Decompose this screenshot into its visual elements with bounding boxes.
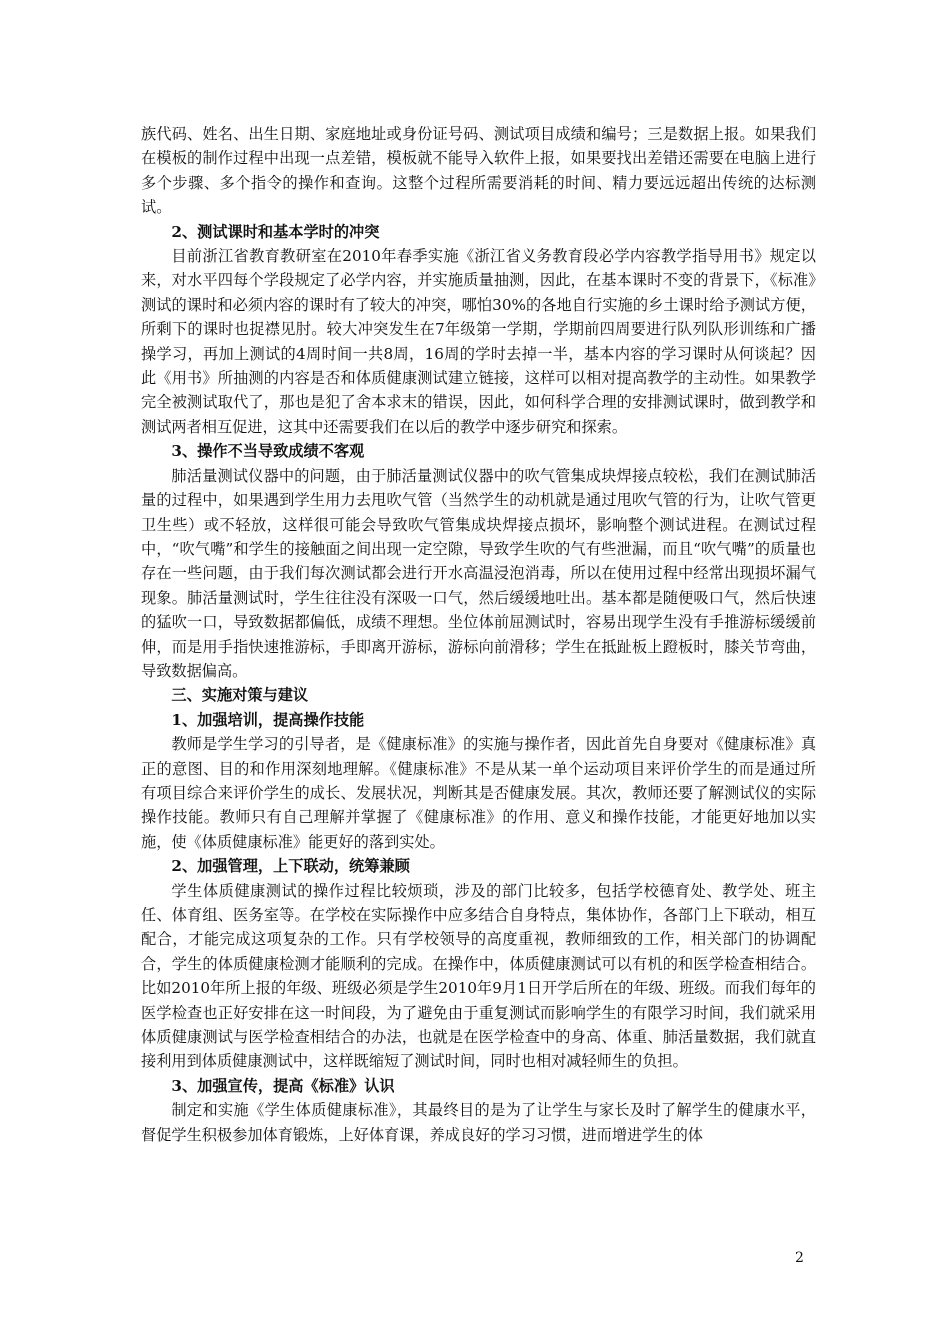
- section-heading: 三、实施对策与建议: [171, 686, 309, 705]
- subheading-2: 2、加强管理，上下联动，统筹兼顾: [171, 857, 410, 876]
- body-text: [141, 122, 816, 1147]
- subheading-1: 1、加强培训，提高操作技能: [171, 710, 365, 729]
- paragraph: 制定和实施《学生体质健康标准》，其最终目的是为了让学生与家长及时了解学生的健康水平，督促学生积极参加体育锻炼，上好体育课，养成良好的学习习惯，进而增进学生的体: [141, 1101, 816, 1144]
- paragraph: 教师是学生学习的引导者，是《健康标准》的实施与操作者，因此首先自身要对《健康标准》真正的意图、目的和作用深刻地理解。《健康标准》不是从某一单个运动项目来评价学生的而是通过所有项目综合来评价学生的成长、发展状况，判断其是否健康发展。其次，教师还要了解测试仪的实际操作技能。教师只有自己理解并掌握了《健康标准》的作用、意义和操作技能，才能更好地加以实施，使《体质健康标准》能更好的落到实处。: [141, 735, 816, 851]
- subheading-3: 3、加强宣传，提高《标准》认识: [171, 1076, 395, 1095]
- page-number: 2: [795, 1250, 804, 1266]
- paragraph-continued: 族代码、姓名、出生日期、家庭地址或身份证号码、测试项目成绩和编号；三是数据上报。如果我们在模板的制作过程中出现一点差错，模板就不能导入软件上报，如果要找出差错还需要在电脑上进行多个步骤、多个指令的操作和查询。这整个过程所需要消耗的时间、精力要远远超出传统的达标测试。: [141, 125, 816, 217]
- paragraph: 肺活量测试仪器中的问题，由于肺活量测试仪器中的吹气管集成块焊接点较松，我们在测试肺活量的过程中，如果遇到学生用力去甩吹气管（当然学生的动机就是通过甩吹气管的行为，让吹气管更卫生些）或不轻放，这样很可能会导致吹气管集成块焊接点损坏，影响整个测试进程。在测试过程中，“吹气嘴”和学生的接触面之间出现一定空隙，导致学生吹的气有些泄漏，而且“吹气嘴”的质量也存在一些问题，由于我们每次测试都会进行开水高温浸泡消毒，所以在使用过程中经常出现损坏漏气现象。肺活量测试时，学生往往没有深吸一口气，然后缓缓地吐出。基本都是随便吸口气，然后快速的猛吹一口，导致数据都偏低，成绩不理想。坐位体前屈测试时，容易出现学生没有手推游标缓缓前伸，而是用手指快速推游标，手即离开游标，游标向前滑移；学生在抵趾板上蹬板时，膝关节弯曲，导致数据偏高。: [141, 466, 816, 680]
- paragraph: 目前浙江省教育教研室在2010年春季实施《浙江省义务教育段必学内容教学指导用书》规定以来，对水平四每个学段规定了必学内容，并实施质量抽测，因此，在基本课时不变的背景下，《标准》测试的课时和必须内容的课时有了较大的冲突，哪怕30%的各地自行实施的乡土课时给予测试方便，所剩下的课时也捉襟见肘。较大冲突发生在7年级第一学期，学期前四周要进行队列队形训练和广播操学习，再加上测试的4周时间一共8周，16周的学时去掉一半，基本内容的学习课时从何谈起？因此《用书》所抽测的内容是否和体质健康测试建立链接，这样可以相对提高教学的主动性。如果教学完全被测试取代了，那也是犯了舍本求末的错误，因此，如何科学合理的安排测试课时，做到教学和测试两者相互促进，这其中还需要我们在以后的教学中逐步研究和探索。: [141, 247, 816, 436]
- subheading-3: 3、操作不当导致成绩不客观: [171, 442, 365, 461]
- subheading-2: 2、测试课时和基本学时的冲突: [171, 222, 380, 241]
- paragraph: 学生体质健康测试的操作过程比较烦琐，涉及的部门比较多，包括学校德育处、教学处、班主任、体育组、医务室等。在学校在实际操作中应多结合自身特点，集体协作，各部门上下联动，相互配合，才能完成这项复杂的工作。只有学校领导的高度重视，教师细致的工作，相关部门的协调配合，学生的体质健康检测才能顺利的完成。在操作中，体质健康测试可以有机的和医学检查相结合。比如2010年所上报的年级、班级必须是学生2010年9月1日开学后所在的年级、班级。而我们每年的医学检查也正好安排在这一时间段，为了避免由于重复测试而影响学生的有限学习时间，我们就采用体质健康测试与医学检查相结合的办法，也就是在医学检查中的身高、体重、肺活量数据，我们就直接利用到体质健康测试中，这样既缩短了测试时间，同时也相对减轻师生的负担。: [141, 881, 816, 1071]
